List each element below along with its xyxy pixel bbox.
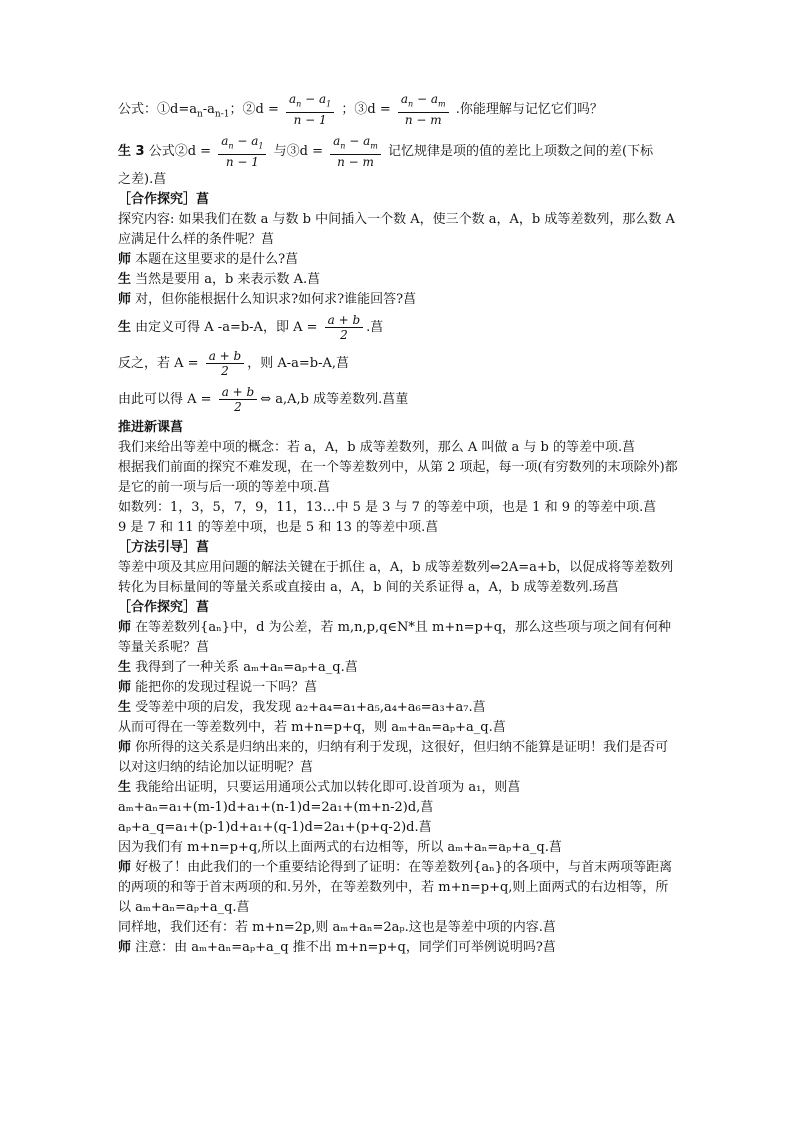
converse-line: 反之，若 A = $\frac{a + b}{2}$ ，则 A-a=b-A,菖 (118, 349, 350, 378)
paragraph-example-1: 如数列：1，3，5，7，9，11，13…中 5 是 3 与 7 的等差中项，也是 1 和 9 的等差中项.菖 (118, 500, 657, 515)
paragraph-proof-result: 因为我们有 m+n=p+q,所以上面两式的右边相等，所以 aₘ+aₙ=aₚ+a_q.菖 (118, 840, 562, 855)
student3-line2: 之差).菖 (118, 172, 167, 187)
dialogue-student-3: 生 我得到了一种关系 aₘ+aₙ=aₚ+a_q.菖 (118, 660, 358, 675)
hence-line: 由此可以得 A = $\frac{a + b}{2}$ ⇔ a,A,b 成等差数列.菖菫 (118, 385, 409, 414)
fraction-formula-2: $\frac{a_n - a_1}{n - 1}$ (286, 92, 334, 126)
student3-line: 生 3 公式②d = $\frac{a_n - a_1}{n - 1}$ 与③d = $\frac{a_n - a_m}{n - m}$ 记忆规律是项的值的差比上项数之间的差(下标 (118, 134, 654, 169)
dialogue-student-5: 生 我能给出证明，只要运用通项公式加以转化即可.设首项为 a₁，则菖 (118, 780, 521, 795)
fraction-student-3: $\frac{a_n - a_m}{n - m}$ (330, 134, 381, 168)
fraction-a-plus-b: $\frac{a + b}{2}$ (219, 385, 258, 414)
fraction-student-2: $\frac{a_n - a_1}{n - 1}$ (218, 134, 266, 168)
equation-2: aₚ+a_q=a₁+(p-1)d+a₁+(q-1)d=2a₁+(p+q-2)d.菖 (118, 820, 432, 835)
section-cooperative-explore: ［合作探究］菖 (118, 192, 210, 207)
paragraph-example-2: 9 是 7 和 11 的等差中项，也是 5 和 13 的等差中项.菖 (118, 520, 439, 535)
dialogue-student-2: 生 由定义可得 A -a=b-A，即 A = $\frac{a + b}{2}$ .菖 (118, 313, 384, 342)
dialogue-teacher-7: 师 注意：由 aₘ+aₙ=aₚ+a_q 推不出 m+n=p+q，同学们可举例说明吗?菖 (118, 940, 556, 955)
fraction-formula-3: $\frac{a_n - a_m}{n - m}$ (398, 92, 449, 126)
section-new-lesson: 推进新课菖 (118, 420, 184, 435)
paragraph-discovery: 根据我们前面的探究不难发现，在一个等差数列中，从第 2 项起，每一项(有穷数列的末项除外)都是它的前一项与后一项的等差中项.菖 (118, 460, 678, 495)
dialogue-teacher-3: 师 在等差数列{aₙ}中，d 为公差，若 m,n,p,q∈N*且 m+n=p+q，那么这些项与项之间有何种等量关系呢？菖 (118, 620, 672, 655)
formula-line: 公式：$①d=a_n-a_{n-1}$；②d = $\frac{a_n - a_1}{n - 1}$ ；③d = $\frac{a_n - a_m}{n - m}$ .你能理解与记忆它们吗？ (118, 92, 603, 127)
paragraph-similarly: 同样地，我们还有：若 m+n=2p,则 aₘ+aₙ=2aₚ.这也是等差中项的内容.菖 (118, 920, 556, 935)
dialogue-teacher-2: 师 对，但你能根据什么知识求?如何求?谁能回答?菖 (118, 292, 417, 307)
fraction-a-plus-b: $\frac{a + b}{2}$ (206, 349, 245, 378)
paragraph-conclusion-1: 从而可得在一等差数列中，若 m+n=p+q，则 aₘ+aₙ=aₚ+a_q.菖 (118, 720, 506, 735)
fraction-a-plus-b: $\frac{a + b}{2}$ (325, 313, 364, 342)
dialogue-teacher-6: 师 好极了！由此我们的一个重要结论得到了证明：在等差数列{aₙ}的各项中，与首末两项等距离的两项的和等于首末两项的和.另外，在等差数列中，若 m+n=p+q,则上面两式的右边相等，所以 aₘ+aₙ=aₚ+a_q.菖 (118, 860, 673, 915)
dialogue-student-1: 生 当然是要用 a，b 来表示数 A.菖 (118, 272, 321, 287)
dialogue-teacher-5: 师 你所得的这关系是归纳出来的，归纳有利于发现，这很好，但归纳不能算是证明！我们是否可以对这归纳的结论加以证明呢？菖 (118, 740, 669, 775)
explore-content: 探究内容: 如果我们在数 a 与数 b 中间插入一个数 A，使三个数 a，A，b 成等差数列，那么数 A 应满足什么样的条件呢？菖 (118, 212, 675, 247)
document-page (118, 92, 678, 958)
dialogue-teacher-4: 师 能把你的发现过程说一下吗？菖 (118, 680, 318, 695)
section-method-guide: ［方法引导］菖 (118, 540, 210, 555)
equation-1: aₘ+aₙ=a₁+(m-1)d+a₁+(n-1)d=2a₁+(m+n-2)d,菖 (118, 800, 434, 815)
section-cooperative-explore-2: ［合作探究］菖 (118, 600, 210, 615)
paragraph-method: 等差中项及其应用问题的解法关键在于抓住 a，A，b 成等差数列⇔2A=a+b，以促成将等差数列转化为目标量间的等量关系或直接由 a，A，b 间的关系证得 a，A，b 成等差数列.玚菖 (118, 560, 674, 595)
paragraph-definition: 我们来给出等差中项的概念：若 a，A，b 成等差数列，那么 A 叫做 a 与 b 的等差中项.菖 (118, 440, 636, 455)
dialogue-teacher-1: 师 本题在这里要求的是什么?菖 (118, 252, 299, 267)
dialogue-student-4: 生 受等差中项的启发，我发现 a₂+a₄=a₁+a₅,a₄+a₆=a₃+a₇.菖 (118, 700, 486, 715)
